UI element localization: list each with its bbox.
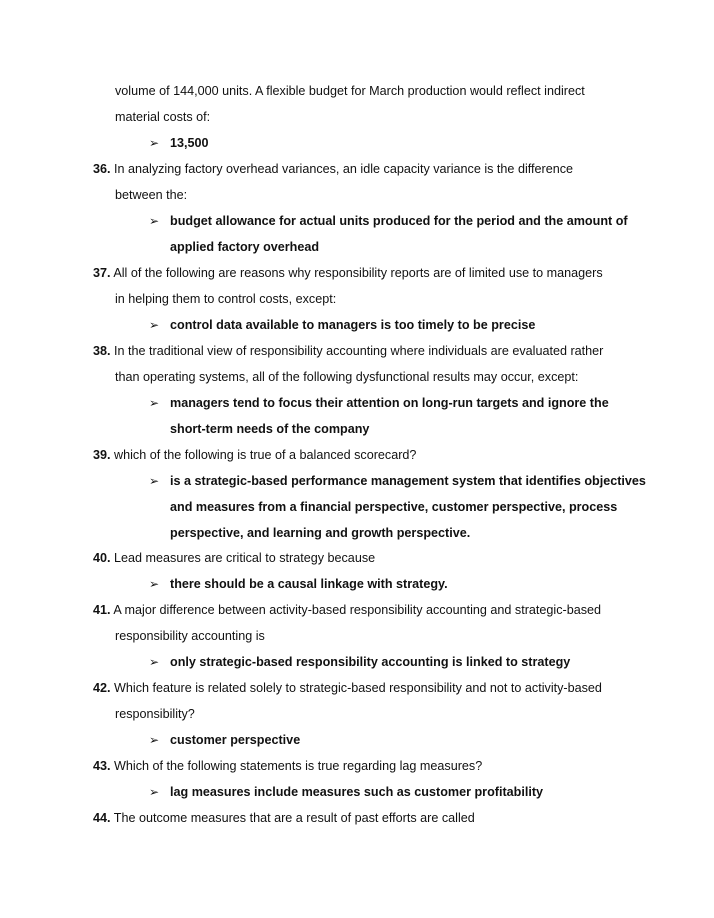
question-number: 38. bbox=[93, 344, 111, 358]
question-40 bbox=[93, 550, 375, 566]
question-text-continued: in helping them to control costs, except: bbox=[115, 292, 337, 306]
question-text: In analyzing factory overhead variances, an idle capacity variance is the difference bbox=[114, 162, 574, 176]
answer-43: lag measures include measures such as customer profitability bbox=[170, 785, 544, 799]
intro-line-1: volume of 144,000 units. A flexible budget for March production would reflect indirect bbox=[115, 84, 585, 98]
question-text: Lead measures are critical to strategy because bbox=[114, 551, 376, 565]
question-text: Which feature is related solely to strategic-based responsibility and not to activity-based bbox=[114, 681, 602, 695]
answer-36-line-2: applied factory overhead bbox=[170, 240, 320, 254]
answer-39-line-1: is a strategic-based performance management system that identifies objectives bbox=[170, 474, 646, 488]
arrow-bullet-icon: ➢ bbox=[149, 136, 160, 150]
question-43 bbox=[93, 758, 482, 774]
question-number: 37. bbox=[93, 266, 111, 280]
answer-39-line-2: and measures from a financial perspective, customer perspective, process bbox=[170, 500, 618, 514]
question-41 bbox=[93, 602, 601, 618]
question-text: which of the following is true of a balanced scorecard? bbox=[114, 448, 417, 462]
question-text-continued: responsibility accounting is bbox=[115, 629, 265, 643]
question-text: In the traditional view of responsibility accounting where individuals are evaluated rather bbox=[114, 344, 604, 358]
question-number: 36. bbox=[93, 162, 111, 176]
question-text-continued: responsibility? bbox=[115, 707, 195, 721]
answer-38-line-2: short-term needs of the company bbox=[170, 422, 370, 436]
question-number: 41. bbox=[93, 603, 111, 617]
question-text: Which of the following statements is true regarding lag measures? bbox=[114, 759, 483, 773]
question-text: All of the following are reasons why responsibility reports are of limited use to managers bbox=[113, 266, 603, 280]
question-number: 39. bbox=[93, 448, 111, 462]
arrow-bullet-icon: ➢ bbox=[149, 318, 160, 332]
arrow-bullet-icon: ➢ bbox=[149, 577, 160, 591]
arrow-bullet-icon: ➢ bbox=[149, 214, 160, 228]
question-number: 40. bbox=[93, 551, 111, 565]
question-text-continued: between the: bbox=[115, 188, 188, 202]
arrow-bullet-icon: ➢ bbox=[149, 785, 160, 799]
arrow-bullet-icon: ➢ bbox=[149, 396, 160, 410]
question-38 bbox=[93, 343, 603, 359]
question-number: 42. bbox=[93, 681, 111, 695]
question-number: 44. bbox=[93, 811, 111, 825]
intro-answer: 13,500 bbox=[170, 136, 209, 150]
question-text: The outcome measures that are a result of past efforts are called bbox=[113, 811, 475, 825]
answer-42: customer perspective bbox=[170, 733, 301, 747]
answer-38-line-1: managers tend to focus their attention on long-run targets and ignore the bbox=[170, 396, 609, 410]
arrow-bullet-icon: ➢ bbox=[149, 474, 160, 488]
intro-line-2: material costs of: bbox=[115, 110, 211, 124]
answer-37: control data available to managers is too timely to be precise bbox=[170, 318, 536, 332]
arrow-bullet-icon: ➢ bbox=[149, 655, 160, 669]
question-number: 43. bbox=[93, 759, 111, 773]
question-36 bbox=[93, 161, 573, 177]
question-44 bbox=[93, 810, 475, 826]
answer-36-line-1: budget allowance for actual units produced for the period and the amount of bbox=[170, 214, 628, 228]
question-42 bbox=[93, 680, 602, 696]
question-text: A major difference between activity-based responsibility accounting and strategic-based bbox=[113, 603, 602, 617]
question-39 bbox=[93, 447, 416, 463]
question-text-continued: than operating systems, all of the following dysfunctional results may occur, except: bbox=[115, 370, 579, 384]
arrow-bullet-icon: ➢ bbox=[149, 733, 160, 747]
answer-39-line-3: perspective, and learning and growth perspective. bbox=[170, 526, 471, 540]
answer-41: only strategic-based responsibility accounting is linked to strategy bbox=[170, 655, 571, 669]
question-37 bbox=[93, 265, 603, 281]
answer-40: there should be a causal linkage with strategy. bbox=[170, 577, 448, 591]
